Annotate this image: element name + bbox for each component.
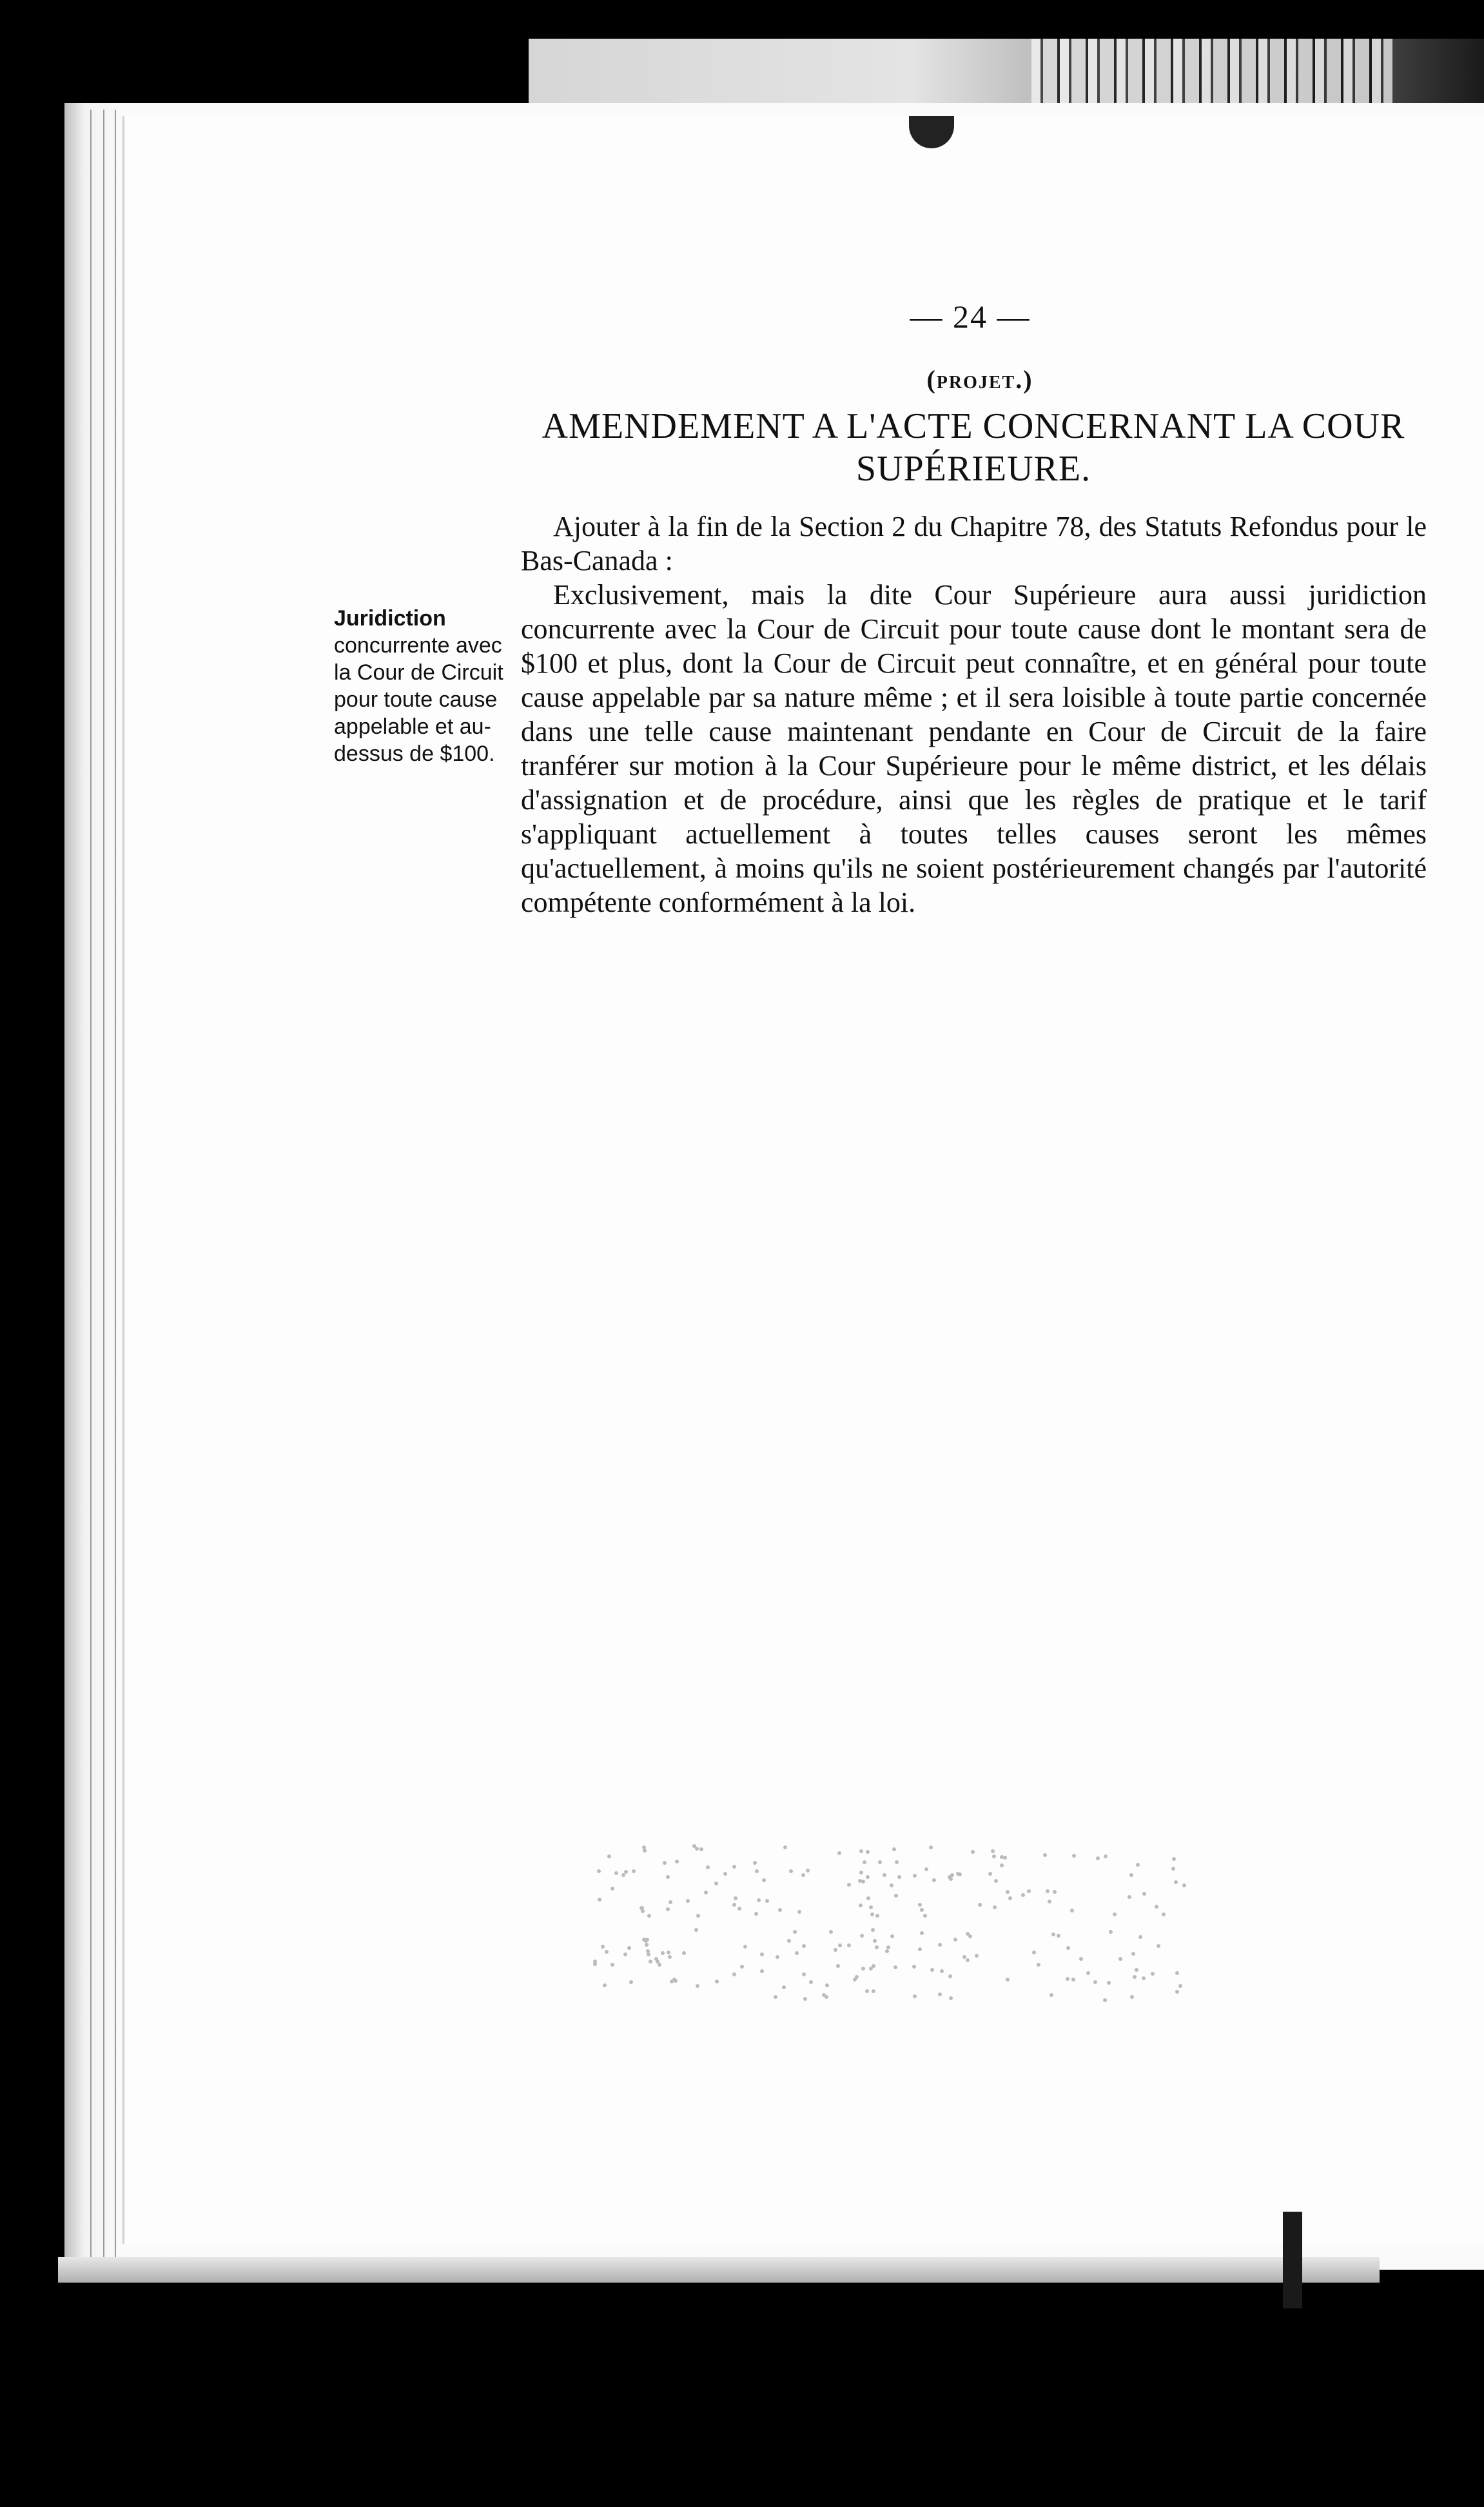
perforation-dot	[1138, 1935, 1142, 1939]
perforation-dot	[1133, 1975, 1137, 1979]
perforation-dot	[706, 1865, 710, 1869]
perforation-dot	[623, 1952, 627, 1956]
perforation-dot	[755, 1869, 759, 1873]
perforation-dot	[1157, 1944, 1160, 1948]
perforation-dot	[912, 1965, 916, 1969]
perforation-dot	[754, 1912, 758, 1916]
perforation-dot	[953, 1938, 957, 1942]
perforation-dot	[918, 1947, 922, 1951]
perforation-dot	[1130, 1995, 1134, 1999]
perforation-dot	[723, 1872, 727, 1876]
perforation-dot	[883, 1873, 886, 1877]
perforation-dot	[853, 1978, 857, 1981]
perforation-dot	[837, 1851, 841, 1855]
perforation-dot	[847, 1943, 851, 1947]
perforation-dot	[1155, 1905, 1158, 1909]
perforation-dot	[732, 1865, 736, 1869]
perforation-dot	[734, 1896, 737, 1900]
perforation-dot	[932, 1878, 936, 1882]
perforation-dot	[1006, 1978, 1010, 1981]
perforation-dot	[669, 1900, 672, 1904]
perforation-dot	[993, 1905, 997, 1909]
perforation-dot	[1151, 1972, 1155, 1976]
perforation-dot	[765, 1899, 769, 1903]
perforation-dot	[956, 1872, 960, 1876]
perforation-dot	[869, 1905, 873, 1909]
perforation-dot	[988, 1872, 992, 1876]
perforation-dot	[603, 1983, 607, 1987]
perforation-dot	[1135, 1968, 1138, 1972]
perforation-dot	[639, 1906, 643, 1910]
perforation-dot	[1118, 1957, 1122, 1961]
perforation-dot	[732, 1903, 736, 1907]
perforation-dot	[793, 1930, 797, 1934]
section-label-open: (	[926, 365, 937, 394]
perforation-dot	[894, 1894, 898, 1898]
page-number: — 24 —	[910, 299, 1031, 335]
perforation-dot	[1053, 1890, 1057, 1894]
perforation-dot	[858, 1879, 862, 1883]
perforation-dot	[1128, 1895, 1131, 1899]
page-edge-line	[115, 110, 116, 2270]
perforation-dot	[789, 1869, 793, 1873]
perforation-dot	[686, 1899, 690, 1903]
perforation-dot	[1006, 1890, 1010, 1894]
perforation-dot	[822, 1993, 826, 1997]
perforation-dot	[1093, 1980, 1097, 1984]
perforation-dot	[776, 1955, 779, 1959]
perforation-dot	[895, 1860, 899, 1864]
perforation-dot	[809, 1980, 813, 1984]
perforation-dot	[1162, 1912, 1166, 1916]
section-label	[883, 364, 1077, 395]
perforation-dot	[1109, 1930, 1113, 1934]
perforation-dot	[861, 1967, 865, 1971]
perforation-dot	[1071, 1978, 1075, 1981]
perforation-dot	[924, 1867, 928, 1871]
perforation-dot	[1027, 1889, 1031, 1893]
perforation-dot	[629, 1980, 633, 1984]
perforation-dot	[923, 1914, 927, 1918]
document-title: AMENDEMENT A L'ACTE CONCERNANT LA COUR SUPÉRIEURE.	[542, 406, 1405, 489]
perforation-dot	[1131, 1952, 1135, 1956]
perforation-dot	[897, 1875, 901, 1879]
perforation-dot	[1066, 1977, 1069, 1981]
perforation-dot	[610, 1887, 614, 1891]
perforation-dot	[872, 1964, 875, 1968]
perforation-dot	[1171, 1867, 1175, 1871]
perforation-dot	[704, 1891, 708, 1894]
perforation-dot	[696, 1914, 700, 1918]
perforation-dot	[757, 1898, 761, 1902]
perforation-dot	[1050, 1993, 1053, 1997]
perforation-dot	[1086, 1971, 1090, 1975]
margin-note-text: concurrente avec la Cour de Circuit pour toute cause appelable et au-dessus de $100.	[334, 633, 503, 766]
perforation-dot	[992, 1854, 996, 1858]
perforation-dot	[802, 1972, 806, 1976]
perforation-dot	[866, 1896, 870, 1900]
perforation-dot	[949, 1996, 953, 2000]
perforation-dot	[661, 1951, 665, 1955]
perforation-dot	[994, 1879, 998, 1883]
perforation-dot	[753, 1861, 757, 1865]
perforation-dot	[614, 1871, 618, 1875]
perforation-dot	[692, 1844, 696, 1848]
perforation-dot	[649, 1960, 652, 1963]
perforation-dot	[920, 1908, 924, 1912]
perforation-dot	[966, 1958, 970, 1962]
perforation-dot	[918, 1903, 922, 1907]
perforation-dot	[870, 1912, 874, 1916]
perforation-dot	[732, 1972, 736, 1976]
perforation-dot	[645, 1943, 649, 1947]
perforation-dot	[802, 1944, 806, 1948]
margin-note-heading: Juridiction	[334, 606, 446, 631]
perforation-dot	[1129, 1873, 1133, 1877]
section-label-close: )	[1023, 365, 1033, 394]
perforation-dot	[1182, 1883, 1186, 1887]
page-edge-line	[90, 110, 92, 2270]
perforation-dot	[801, 1873, 805, 1877]
perforation-dot	[836, 1964, 840, 1968]
perforation-dot	[643, 1849, 647, 1853]
perforation-dot	[642, 1938, 646, 1942]
perforation-dot	[760, 1969, 764, 1973]
perforation-dot	[1113, 1912, 1117, 1916]
perforation-dot	[893, 1965, 897, 1969]
perforation-dot	[1048, 1900, 1051, 1903]
perforation-dot	[714, 1882, 718, 1885]
perforation-dot	[1104, 1854, 1108, 1858]
perforation-dot	[624, 1870, 628, 1874]
perforation-dot	[938, 1943, 942, 1947]
perforation-dot	[1096, 1856, 1100, 1860]
perforation-dot	[872, 1989, 875, 1993]
perforation-dot	[666, 1907, 670, 1911]
perforation-dot	[859, 1849, 863, 1853]
perforation-dot	[1008, 1896, 1012, 1900]
perforation-dot	[737, 1907, 741, 1911]
perforation-dot	[621, 1873, 625, 1877]
perforation-dot	[1172, 1857, 1176, 1861]
perforation-dot	[975, 1954, 979, 1958]
perforation-dot	[740, 1965, 744, 1969]
perforation-dot	[847, 1883, 851, 1887]
perforation-dot	[682, 1951, 686, 1955]
perforation-dot	[873, 1939, 877, 1943]
perforation-dot	[866, 1875, 870, 1879]
perforation-dot	[1142, 1892, 1146, 1896]
perforation-dot	[607, 1854, 611, 1858]
perforation-dot	[920, 1931, 924, 1935]
perforation-dot	[658, 1963, 661, 1967]
perforation-dot	[865, 1989, 869, 1993]
perforation-dot	[1174, 1880, 1178, 1884]
perforation-dot	[778, 1908, 782, 1912]
perforation-dot	[743, 1945, 747, 1949]
page-bottom-edge	[58, 2257, 1380, 2283]
perforation-dot	[1079, 1957, 1083, 1961]
perforation-dot	[1107, 1981, 1111, 1985]
perforation-dot	[991, 1849, 995, 1853]
perforation-dot	[938, 1992, 942, 1996]
perforation-dot	[699, 1847, 703, 1851]
perforation-dot	[948, 1974, 952, 1978]
perforation-dot	[859, 1871, 863, 1874]
perforation-dot	[605, 1950, 609, 1954]
paragraph: Exclusivement, mais la dite Cour Supérieure aura aussi juridiction concurrente avec la Cour de Circuit pour toute cause dont le montant sera de $100 et plus, dont la Cour de Circuit peut connaître, et en général pour toute cause appelable par sa nature même ; et il sera loisible à toute partie concernée dans une telle cause maintenant pendante en Cour de Circuit de la faire tranférer sur motion à la Cour Supérieure pour le même district, et les délais d'assignation et de procédure, ainsi que les règles de pratique et le tarif s'appliquant actuellement à toutes telles causes seront les mêmes qu'actuellement, à moins qu'ils ne soient postérieurement changés par l'autorité compétente conformément à la loi.	[521, 579, 1427, 918]
margin-note	[334, 605, 514, 767]
perforation-dot	[825, 1983, 829, 1987]
perforation-dot	[1070, 1909, 1074, 1912]
perforation-dot	[774, 1995, 777, 1999]
body-text	[521, 509, 1427, 919]
perforation-dot	[668, 1955, 672, 1959]
perforation-dot	[1000, 1863, 1004, 1867]
perforation-dot	[760, 1952, 764, 1956]
perforation-dot	[598, 1898, 601, 1902]
perforation-dot	[610, 1963, 614, 1967]
perforation-dot	[803, 1997, 807, 2001]
perforation-dot	[663, 1861, 667, 1865]
perforation-dot	[1103, 1998, 1107, 2002]
perforation-dot	[1021, 1893, 1025, 1897]
perforation-dot	[834, 1948, 837, 1952]
perforation-dot	[1032, 1951, 1036, 1954]
perforation-dot	[787, 1939, 791, 1943]
perforation-dot	[890, 1883, 893, 1887]
perforation-dot	[838, 1943, 842, 1947]
perforation-dot	[667, 1951, 670, 1954]
perforation-dot	[878, 1860, 882, 1864]
perforation-dot	[632, 1869, 636, 1873]
perforation-stamp	[593, 1844, 1206, 2012]
perforation-dot	[675, 1860, 679, 1863]
perforation-dot	[1136, 1863, 1140, 1867]
perforation-dot	[1051, 1932, 1055, 1936]
perforation-dot	[913, 1874, 917, 1878]
perforation-dot	[647, 1952, 650, 1956]
perforation-dot	[1066, 1946, 1070, 1950]
perforation-dot	[1003, 1856, 1007, 1860]
perforation-dot	[949, 1877, 953, 1881]
perforation-dot	[930, 1968, 934, 1972]
perforation-dot	[666, 1875, 670, 1879]
perforation-dot	[762, 1878, 766, 1882]
perforation-dot	[866, 1850, 870, 1854]
perforation-dot	[940, 1969, 944, 1973]
perforation-dot	[783, 1845, 787, 1849]
perforation-dot	[696, 1984, 699, 1988]
perforation-dot	[860, 1934, 864, 1938]
perforation-dot	[871, 1928, 875, 1932]
perforation-dot	[890, 1934, 894, 1938]
perforation-dot	[694, 1928, 698, 1932]
perforation-dot	[715, 1980, 719, 1983]
perforation-dot	[875, 1914, 879, 1918]
perforation-dot	[1043, 1853, 1047, 1857]
paragraph: Ajouter à la fin de la Section 2 du Chapitre 78, des Statuts Refondus pour le Bas-Canada :	[521, 511, 1427, 576]
perforation-dot	[601, 1945, 605, 1949]
perforation-dot	[859, 1903, 863, 1907]
perforation-dot	[782, 1985, 786, 1989]
perforation-dot	[1046, 1889, 1050, 1893]
perforation-dot	[971, 1850, 975, 1854]
perforation-dot	[656, 1960, 659, 1963]
perforation-dot	[1037, 1963, 1040, 1967]
perforation-dot	[885, 1949, 889, 1953]
perforation-dot	[1072, 1854, 1076, 1858]
perforation-dot	[829, 1930, 833, 1934]
perforation-dot	[627, 1946, 631, 1950]
perforation-dot	[597, 1869, 601, 1873]
perforation-dot	[1175, 1971, 1179, 1975]
section-label-text: projet.	[936, 365, 1024, 394]
perforation-dot	[593, 1960, 597, 1963]
perforation-dot	[875, 1945, 879, 1949]
perforation-dot	[1175, 1990, 1179, 1994]
perforation-dot	[863, 1860, 866, 1864]
perforation-dot	[966, 1932, 970, 1936]
perforation-dot	[797, 1910, 801, 1914]
perforation-dot	[913, 1994, 917, 1998]
perforation-dot	[806, 1869, 810, 1873]
perforation-dot	[1178, 1984, 1182, 1988]
perforation-dot	[929, 1845, 933, 1849]
perforation-dot	[647, 1914, 651, 1918]
page-edge-line	[103, 110, 104, 2270]
perforation-dot	[892, 1847, 896, 1851]
scan-right-strip	[1283, 2212, 1302, 2308]
perforation-dot	[795, 1951, 799, 1955]
perforation-dot	[672, 1978, 676, 1981]
perforation-dot	[1142, 1976, 1146, 1980]
perforation-dot	[1057, 1934, 1060, 1938]
perforation-dot	[978, 1903, 982, 1907]
